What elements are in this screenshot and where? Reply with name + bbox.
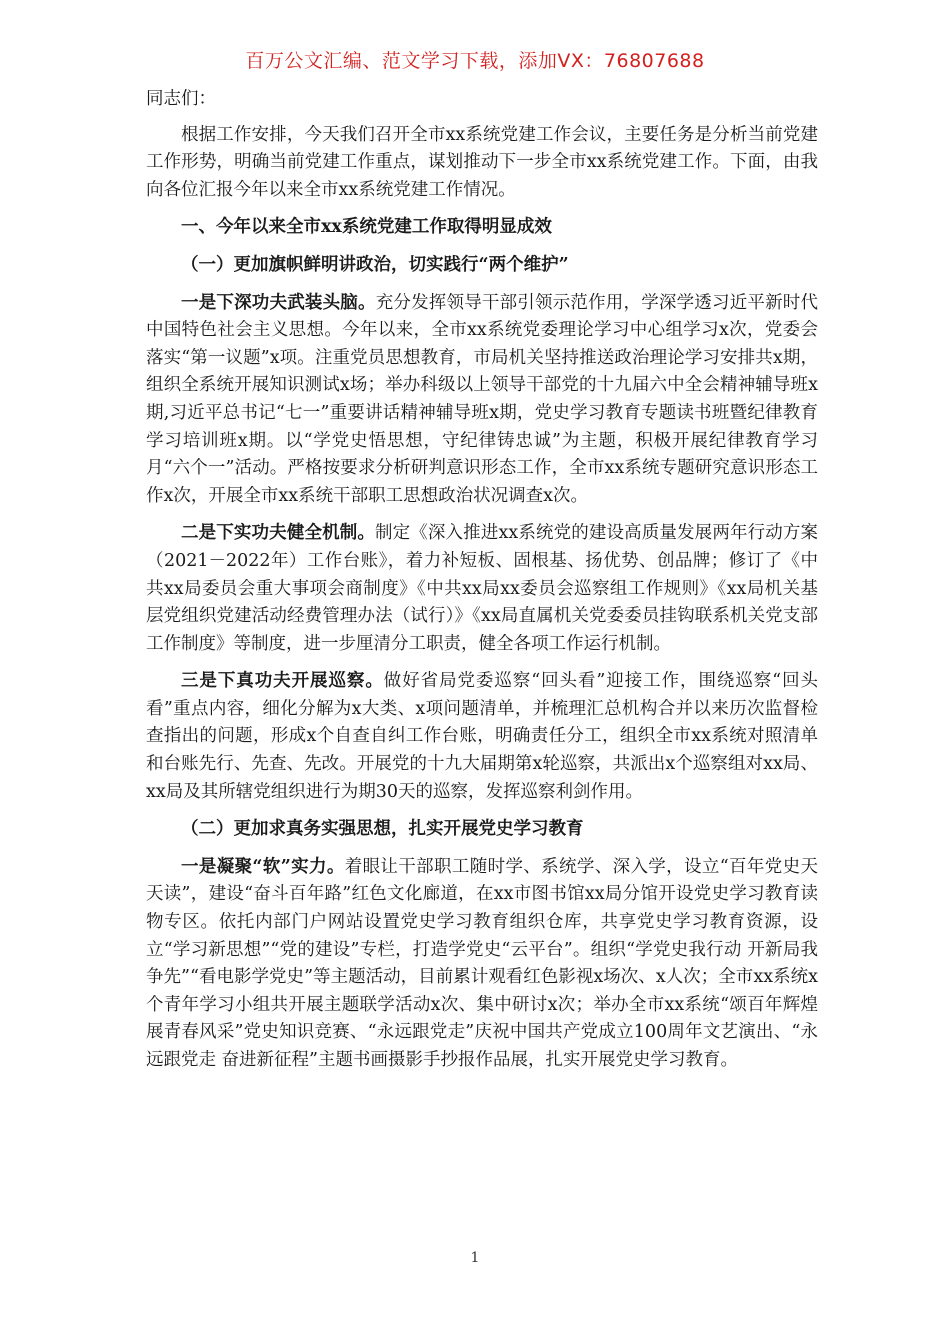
paragraph-4-lead: 一是凝聚“软”实力。 bbox=[181, 856, 345, 877]
section-1-title: 一、今年以来全市xx系统党建工作取得明显成效 bbox=[181, 217, 552, 238]
paragraph-3-body: 做好省局党委巡察“回头看”迎接工作，围绕巡察“回头看”重点内容，细化分解为x大类、x项问题清单，并梳理汇总机构合并以来历次监督检查指出的问题，形成x个自查自纠工作台账，明确责任分工，组织全市xx系统对照清单和台账先行、先查、先改。开展党的十九大届期第x轮巡察，共派出x个巡察组对xx局、xx局及其所辖党组织进行为期30天的巡察，发挥巡察利剑作用。 bbox=[146, 671, 818, 802]
document-body bbox=[146, 86, 818, 1075]
paragraph-2-lead: 二是下实功夫健全机制。 bbox=[181, 523, 375, 544]
paragraph-1-lead: 一是下深功夫武装头脑。 bbox=[181, 292, 376, 313]
paragraph-4-body: 着眼让干部职工随时学、系统学、深入学，设立“百年党史天天读”，建设“奋斗百年路”红色文化廊道，在xx市图书馆xx局分馆开设党史学习教育读物专区。依托内部门户网站设置党史学习教育组织仓库，共享党史学习教育资源，设立“学习新思想”“党的建设”专栏，打造学党史“云平台”。组织“学党史我行动 开新局我争先”“看电影学党史”等主题活动，目前累计观看红色影视x场次、x人次；全市xx系统x个青年学习小组共开展主题联学活动x次、集中研讨x次；举办全市xx系统“颂百年辉煌 展青春风采”党史知识竞赛、“永远跟党走”庆祝中国共产党成立100周年文艺演出、“永远跟党走 奋进新征程”主题书画摄影手抄报作品展，扎实开展党史学习教育。 bbox=[146, 856, 818, 1070]
page-number: 1 bbox=[470, 1250, 480, 1266]
subsection-1-title: （一）更加旗帜鲜明讲政治，切实践行“两个维护” bbox=[181, 254, 569, 275]
paragraph-3-lead: 三是下真功夫开展巡察。 bbox=[181, 671, 384, 692]
intro-paragraph: 根据工作安排，今天我们召开全市xx系统党建工作会议，主要任务是分析当前党建工作形势，明确当前党建工作重点，谋划推动下一步全市xx系统党建工作。下面，由我向各位汇报今年以来全市xx系统党建工作情况。 bbox=[146, 124, 818, 200]
paragraph-2 bbox=[146, 520, 818, 658]
download-banner: 百万公文汇编、范文学习下载，添加VX：76807688 bbox=[245, 50, 705, 72]
paragraph-2-body: 制定《深入推进xx系统党的建设高质量发展两年行动方案（2021－2022年）工作台账》，着力补短板、固根基、扬优势、创品牌；修订了《中共xx局委员会重大事项会商制度》《中共xx局xx委员会巡察组工作规则》《xx局机关基层党组织党建活动经费管理办法（试行）》《xx局直属机关党委委员挂钩联系机关党支部工作制度》等制度，进一步厘清分工职责，健全各项工作运行机制。 bbox=[146, 523, 818, 654]
paragraph-1-body: 充分发挥领导干部引领示范作用，学深学透习近平新时代中国特色社会主义思想。今年以来，全市xx系统党委理论学习中心组学习x次，党委会落实“第一议题”x项。注重党员思想教育，市局机关坚持推送政治理论学习安排共x期，组织全系统开展知识测试x场；举办科级以上领导干部党的十九届六中全会精神辅导班x期,习近平总书记“七一”重要讲话精神辅导班x期，党史学习教育专题读书班暨纪律教育学习培训班x期。以“学党史悟思想，守纪律铸忠诚”为主题，积极开展纪律教育学习月“六个一”活动。严格按要求分析研判意识形态工作，全市xx系统专题研究意识形态工作x次，开展全市xx系统干部职工思想政治状况调查x次。 bbox=[146, 292, 819, 506]
greeting: 同志们： bbox=[146, 89, 216, 109]
paragraph-4 bbox=[146, 854, 818, 1075]
paragraph-3 bbox=[146, 668, 818, 806]
paragraph-1 bbox=[146, 290, 818, 511]
subsection-2-title: （二）更加求真务实强思想，扎实开展党史学习教育 bbox=[181, 819, 584, 840]
